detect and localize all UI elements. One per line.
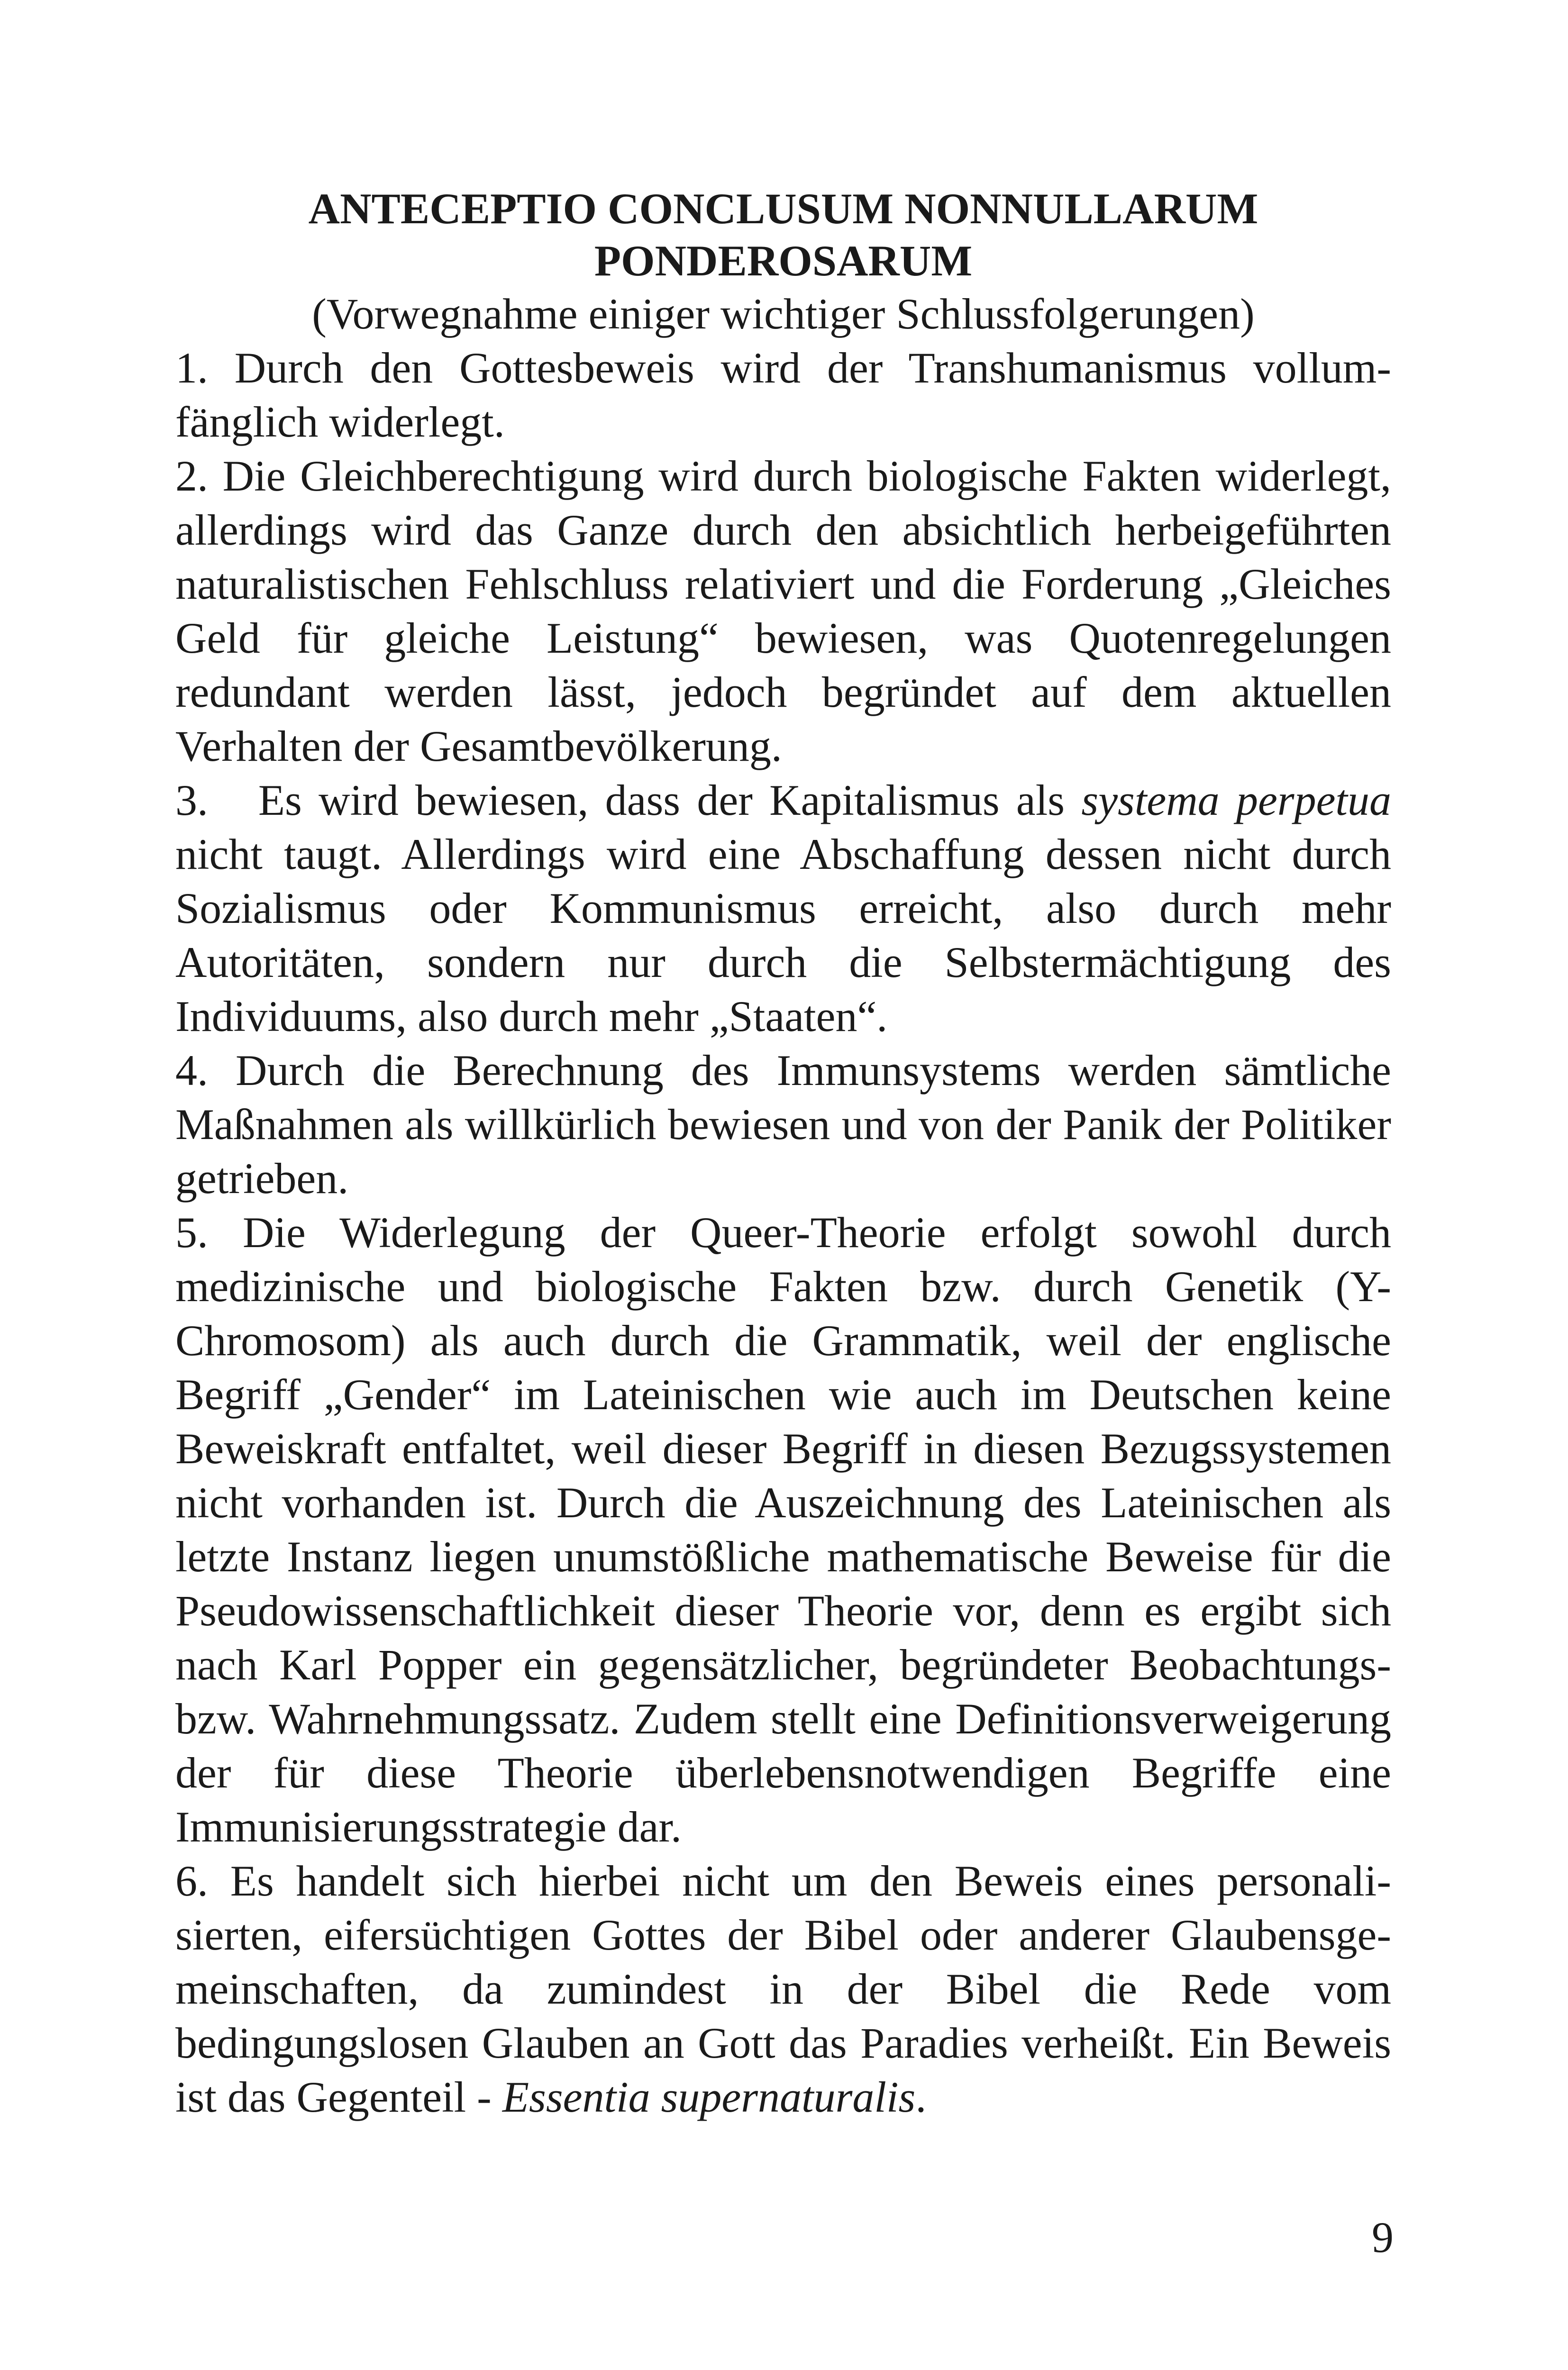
conclusion-item-6-text-start: 6. Es handelt sich hierbei nicht um den Beweis eines personalisierten, eifersüchtigen Gottes der Bibel oder anderer Glaubensgemeinschaften, da zumindest in der Bibel die Rede vom bedingungslosen Glauben an Gott das Paradies verheißt. Ein Beweis ist das Gegenteil -	[175, 1857, 1391, 2121]
conclusion-item-3-text-end: nicht taugt. Allerdings wird eine Abschaffung dessen nicht durch Sozialismus oder Kommunismus erreicht, also durch mehr Autoritäten, sondern nur durch die Selbstermächtigung des Individuums, also durch mehr „Staaten“.	[175, 830, 1391, 1040]
conclusion-item-5: 5. Die Widerlegung der Queer-Theorie erfolgt sowohl durch medizinische und biologische Fakten bzw. durch Genetik (Y-Chromosom) als auch durch die Grammatik, weil der englische Begriff „Gender“ im Lateinischen wie auch im Deutschen keine Beweiskraft entfaltet, weil dieser Begriff in diesen Bezugssystemen nicht vorhanden ist. Durch die Auszeichnung des Lateinischen als letzte Instanz liegen unumstößliche mathematische Beweise für die Pseudowissenschaftlichkeit dieser Theorie vor, denn es ergibt sich nach Karl Popper ein gegensätzlicher, begründeter Beobachtungs- bzw. Wahrnehmungssatz. Zudem stellt eine Definitionsverweigerung der für diese Theorie überlebensnotwendigen Begriffe eine Immunisierungsstrategie dar.	[175, 1208, 1391, 1851]
conclusion-item-3	[175, 773, 1391, 1043]
chapter-heading-line-2: PONDEROSARUM	[594, 237, 973, 285]
conclusion-item-1: 1. Durch den Gottesbeweis wird der Transhumanismus vollumfänglich widerlegt.	[175, 344, 1391, 446]
conclusion-item-6-text-end: .	[915, 2073, 927, 2121]
conclusion-item-6-italic-term: Essentia supernaturalis	[502, 2073, 916, 2121]
conclusion-item-3-text-start: 3. Es wird bewiesen, dass der Kapitalismus als	[175, 776, 1082, 824]
conclusion-item-3-italic-term: systema perpetua	[1081, 776, 1391, 824]
conclusion-item-4: 4. Durch die Berechnung des Immunsystems werden sämtliche Maßnahmen als willkürlich bewiesen und von der Panik der Politiker getrieben.	[175, 1046, 1391, 1203]
chapter-heading-line-1: ANTECEPTIO CONCLUSUM NONNULLARUM	[308, 184, 1258, 233]
conclusion-item-6	[175, 1854, 1391, 2124]
page-number: 9	[1372, 2213, 1394, 2261]
text-block	[175, 182, 1391, 2124]
conclusion-item-2: 2. Die Gleichberechtigung wird durch biologische Fakten widerlegt, allerdings wird das Ganze durch den absichtlich herbeigeführten naturalistischen Fehlschluss relativiert und die Forderung „Gleiches Geld für gleiche Leistung“ bewiesen, was Quotenregelungen redundant werden lässt, jedoch begründet auf dem aktuellen Verhalten der Gesamtbevölkerung.	[175, 452, 1391, 770]
chapter-subtitle: (Vorwegnahme einiger wichtiger Schlussfolgerungen)	[312, 290, 1255, 338]
